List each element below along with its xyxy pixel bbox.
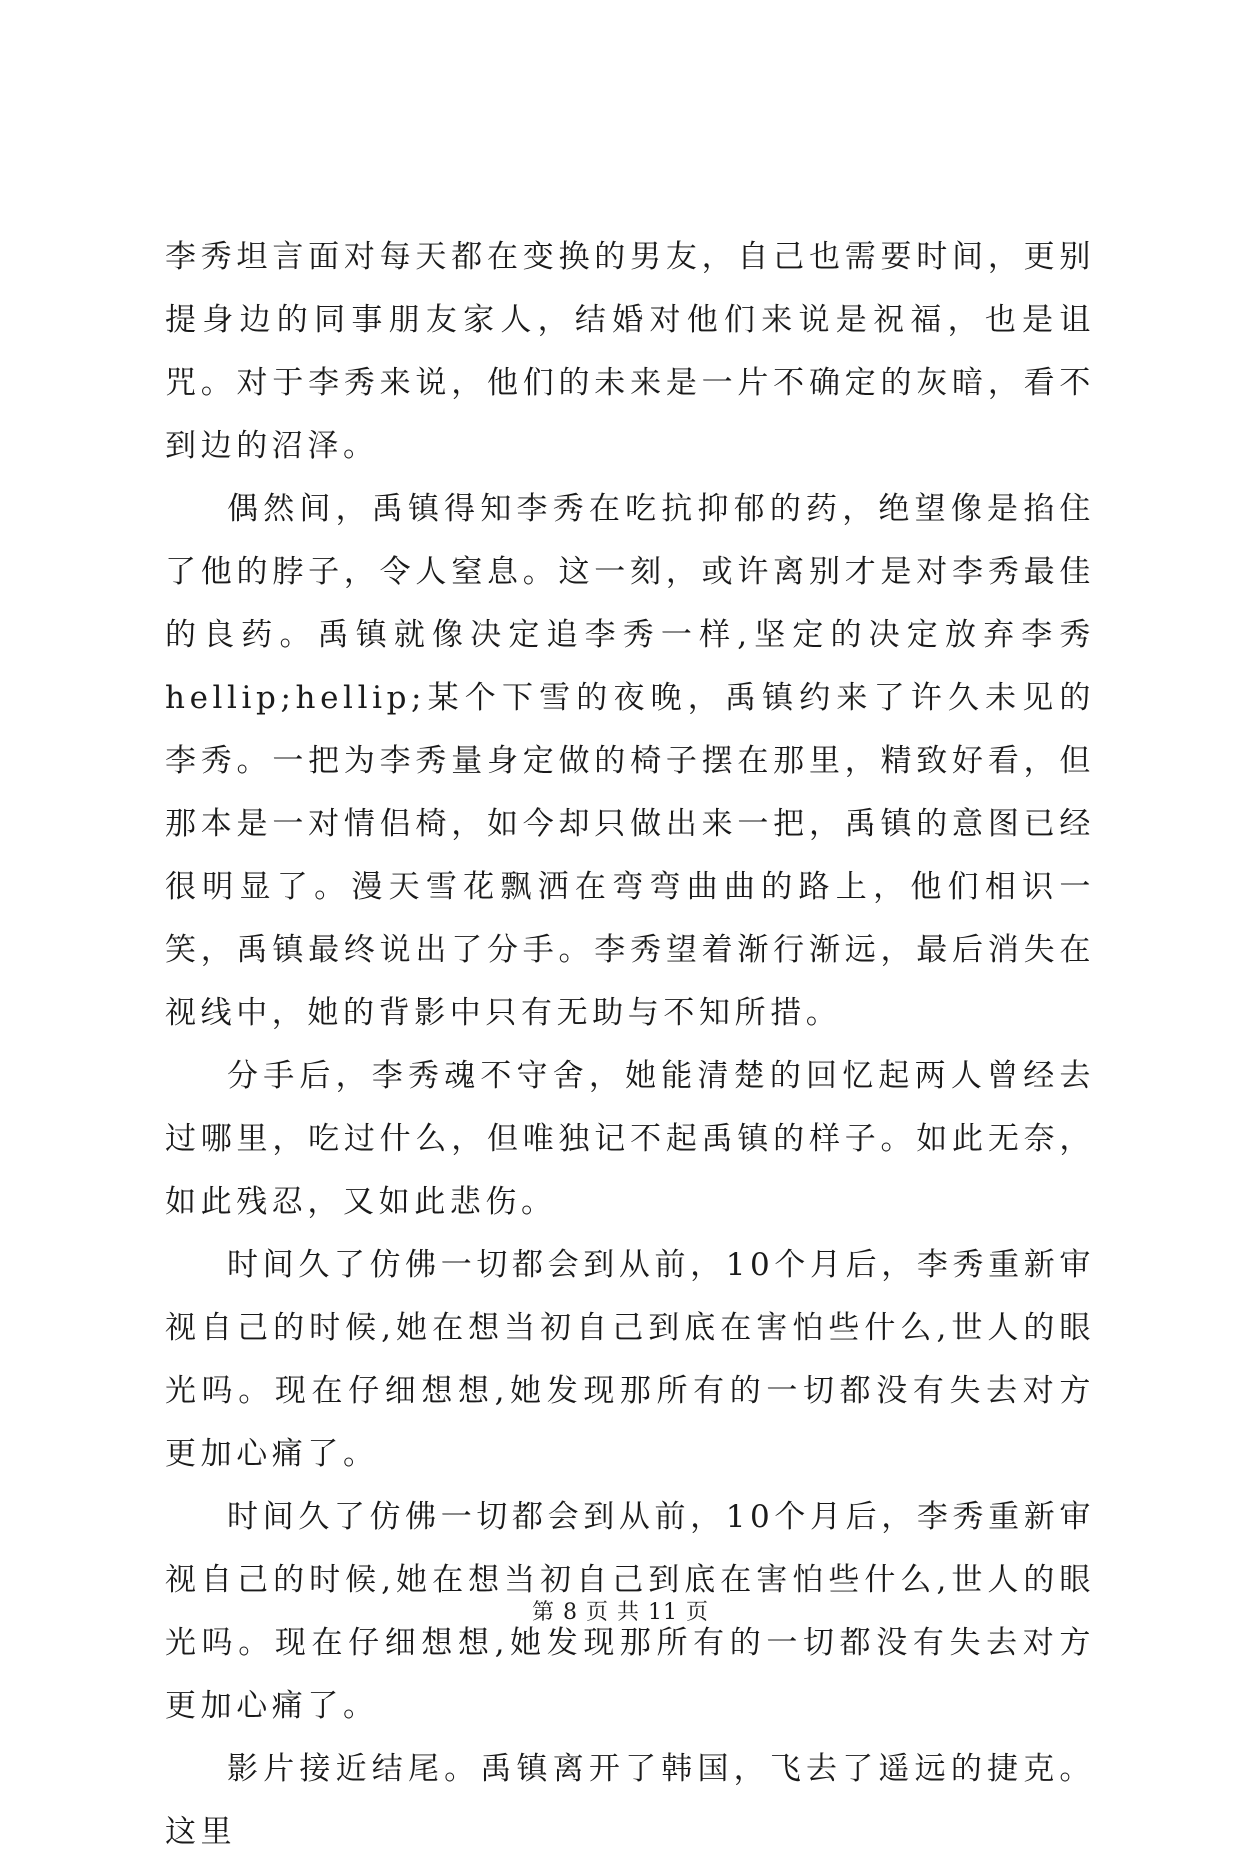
paragraph-3: 分手后，李秀魂不守舍，她能清楚的回忆起两人曾经去过哪里，吃过什么，但唯独记不起禹镇的样子。如此无奈，如此残忍，又如此悲伤。: [165, 1058, 1095, 1220]
paragraph-2: 偶然间，禹镇得知李秀在吃抗抑郁的药，绝望像是掐住了他的脖子，令人窒息。这一刻，或许离别才是对李秀最佳的良药。禹镇就像决定追李秀一样,坚定的决定放弃李秀hellip;hellip;某个下雪的夜晚，禹镇约来了许久未见的李秀。一把为李秀量身定做的椅子摆在那里，精致好看，但那本是一对情侣椅，如今却只做出来一把，禹镇的意图已经很明显了。漫天雪花飘洒在弯弯曲曲的路上，他们相识一笑，禹镇最终说出了分手。李秀望着渐行渐远，最后消失在视线中，她的背影中只有无助与不知所措。: [165, 491, 1095, 1031]
paragraph-4: 时间久了仿佛一切都会到从前，10个月后，李秀重新审视自己的时候,她在想当初自己到底在害怕些什么,世人的眼光吗。现在仔细想想,她发现那所有的一切都没有失去对方更加心痛了。: [165, 1247, 1095, 1472]
paragraph-6: 影片接近结尾。禹镇离开了韩国，飞去了遥远的捷克。这里: [165, 1751, 1095, 1850]
paragraph-1: 李秀坦言面对每天都在变换的男友，自己也需要时间，更别提身边的同事朋友家人，结婚对他们来说是祝福，也是诅咒。对于李秀来说，他们的未来是一片不确定的灰暗，看不到边的沼泽。: [165, 239, 1095, 464]
paragraph-5: 时间久了仿佛一切都会到从前，10个月后，李秀重新审视自己的时候,她在想当初自己到底在害怕些什么,世人的眼光吗。现在仔细想想,她发现那所有的一切都没有失去对方更加心痛了。: [165, 1499, 1095, 1724]
page-footer: 第 8 页 共 11 页: [532, 1600, 709, 1625]
